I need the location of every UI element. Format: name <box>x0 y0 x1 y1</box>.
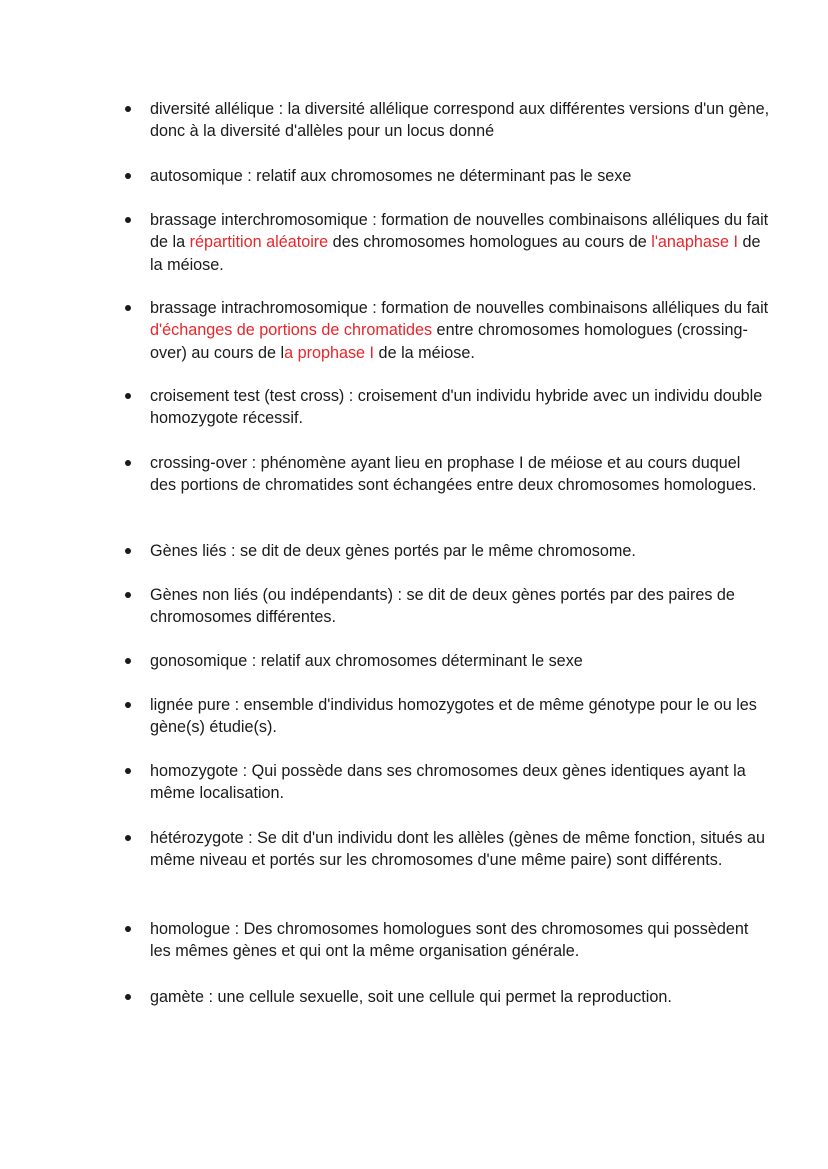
text-segment: lignée pure : ensemble d'individus homozygotes et de même génotype pour le ou les gène(s) étudie(s). <box>150 696 757 737</box>
text-segment: Gènes non liés (ou indépendants) : se dit de deux gènes portés par des paires de chromosomes différentes. <box>150 586 735 627</box>
glossary-entry <box>122 297 770 364</box>
highlighted-term: a prophase I <box>284 343 375 362</box>
entry-text <box>150 652 583 670</box>
text-segment: homozygote : Qui possède dans ses chromosomes deux gènes identiques ayant la même localisation. <box>150 762 746 803</box>
text-segment: diversité allélique : la diversité allélique correspond aux différentes versions d'un gène, donc à la diversité d'allèles pour un locus donné <box>150 100 770 141</box>
text-segment: autosomique : relatif aux chromosomes ne déterminant pas le sexe <box>150 167 632 185</box>
text-segment: brassage interchromosomique : formation de nouvelles combinaisons alléliques du fait de la <box>150 211 769 252</box>
bullet-icon <box>125 835 131 841</box>
glossary-entry <box>122 452 770 497</box>
bullet-icon <box>125 217 131 223</box>
bullet-icon <box>125 305 131 311</box>
text-segment: brassage intrachromosomique : formation de nouvelles combinaisons alléliques du fait <box>150 299 769 317</box>
text-segment: homologue : Des chromosomes homologues sont des chromosomes qui possèdent les mêmes gènes et qui ont la même organisation générale. <box>150 920 749 961</box>
entry-text <box>150 762 746 802</box>
bullet-icon <box>125 173 131 179</box>
text-segment: hétérozygote : Se dit d'un individu dont les allèles (gènes de même fonction, situés au même niveau et portés sur les chromosomes d'une même paire) sont différents. <box>150 829 765 870</box>
glossary-entry <box>122 584 770 629</box>
entry-text <box>150 586 735 626</box>
bullet-icon <box>125 926 131 932</box>
text-segment: de la méiose. <box>374 343 475 362</box>
glossary-entry <box>122 827 770 872</box>
bullet-icon <box>125 768 131 774</box>
bullet-icon <box>125 702 131 708</box>
bullet-icon <box>125 592 131 598</box>
entry-text <box>150 920 748 960</box>
bullet-icon <box>125 460 131 466</box>
entry-text <box>150 542 636 560</box>
bullet-icon <box>125 393 131 399</box>
entry-text <box>150 454 757 494</box>
glossary-entry <box>122 209 770 276</box>
entry-text <box>150 167 631 185</box>
text-segment: entre chromosomes homologues (crossing-over) au cours de l <box>150 321 748 362</box>
glossary-entry <box>122 760 770 805</box>
highlighted-term: répartition aléatoire <box>189 233 329 252</box>
entry-text <box>150 988 672 1006</box>
entry-text <box>150 696 757 736</box>
text-segment: croisement test (test cross) : croisement d'un individu hybride avec un individu double homozygote récessif. <box>150 387 763 428</box>
text-segment: gonosomique : relatif aux chromosomes déterminant le sexe <box>150 652 583 670</box>
glossary-entry <box>122 986 770 1008</box>
bullet-icon <box>125 548 131 554</box>
entry-text <box>150 387 762 427</box>
glossary-entry <box>122 540 770 562</box>
entry-text <box>150 299 768 362</box>
bullet-icon <box>125 106 131 112</box>
text-segment: Gènes liés : se dit de deux gènes portés par le même chromosome. <box>150 542 636 560</box>
glossary-entry <box>122 694 770 739</box>
glossary-entry <box>122 385 770 430</box>
highlighted-term: l'anaphase I <box>651 233 739 252</box>
bullet-icon <box>125 994 131 1000</box>
entry-text <box>150 100 769 140</box>
entry-text <box>150 829 765 869</box>
glossary-entry <box>122 650 770 672</box>
highlighted-term: d'échanges de portions de chromatides <box>150 321 433 340</box>
text-segment: de la méiose. <box>150 233 761 274</box>
entry-text <box>150 211 768 274</box>
text-segment: des chromosomes homologues au cours de <box>328 233 652 252</box>
glossary-entry <box>122 98 770 143</box>
glossary-entry <box>122 918 770 963</box>
glossary-entry <box>122 165 770 187</box>
bullet-icon <box>125 658 131 664</box>
text-segment: crossing-over : phénomène ayant lieu en prophase I de méiose et au cours duquel des portions de chromatides sont échangées entre deux chromosomes homologues. <box>150 454 757 495</box>
text-segment: gamète : une cellule sexuelle, soit une cellule qui permet la reproduction. <box>150 988 672 1006</box>
